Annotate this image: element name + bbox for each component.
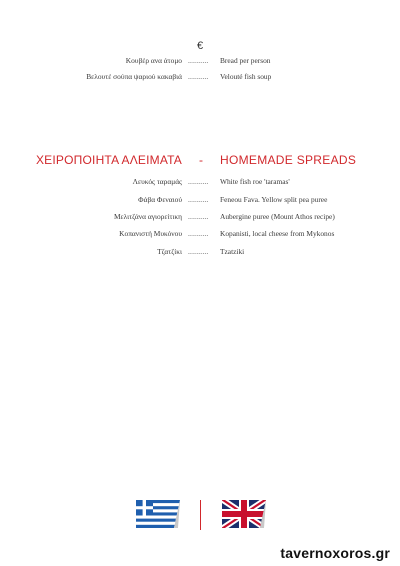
item-greek-name: Κοπανιστή Μυκόνου — [119, 229, 182, 238]
greek-flag-icon[interactable] — [134, 498, 182, 530]
item-english-name: Bread per person — [220, 56, 271, 65]
item-greek-name: Κουβέρ ανα άτομο — [125, 56, 182, 65]
section-heading-greek: ΧΕΙΡΟΠΟΙΗΤΑ ΑΛΕΙΜΑΤΑ — [35, 153, 182, 167]
leader-dots: .......... — [188, 177, 209, 186]
menu-item — [0, 210, 400, 224]
menu-item — [0, 245, 400, 259]
item-greek-name: Μελιτζάνα αγιορείτικη — [113, 212, 182, 221]
menu-item — [0, 193, 400, 207]
leader-dots: .......... — [188, 212, 209, 221]
item-greek-name: Τζατζίκι — [157, 247, 182, 256]
currency-symbol: € — [196, 40, 204, 52]
item-english-name: Tzatziki — [220, 247, 245, 256]
language-selector — [0, 496, 400, 532]
leader-dots: .......... — [188, 72, 209, 81]
menu-item — [0, 227, 400, 241]
site-watermark: tavernoxoros.gr — [276, 544, 394, 562]
leader-dots: .......... — [188, 56, 209, 65]
item-greek-name: Λευκός ταραμάς — [132, 177, 182, 186]
flag-divider — [200, 500, 201, 530]
item-english-name: Velouté fish soup — [220, 72, 272, 81]
leader-dots: .......... — [188, 229, 209, 238]
menu-item — [0, 70, 400, 84]
item-english-name: Aubergine puree (Mount Athos recipe) — [220, 212, 335, 221]
item-greek-name: Βελουτέ σούπα ψαριού κακαβιά — [86, 72, 182, 81]
item-greek-name: Φάβα Φεναιού — [138, 195, 182, 204]
uk-flag-icon[interactable] — [220, 498, 268, 530]
section-heading — [0, 150, 400, 170]
menu-item — [0, 175, 400, 189]
item-english-name: Kopanisti, local cheese from Mykonos — [220, 229, 335, 238]
section-heading-separator: - — [199, 153, 203, 167]
leader-dots: .......... — [188, 195, 209, 204]
section-heading-english: HOMEMADE SPREADS — [220, 153, 357, 167]
item-english-name: Feneou Fava. Yellow split pea puree — [220, 195, 328, 204]
menu-item — [0, 54, 400, 68]
leader-dots: .......... — [188, 247, 209, 256]
item-english-name: White fish roe 'taramas' — [220, 177, 290, 186]
